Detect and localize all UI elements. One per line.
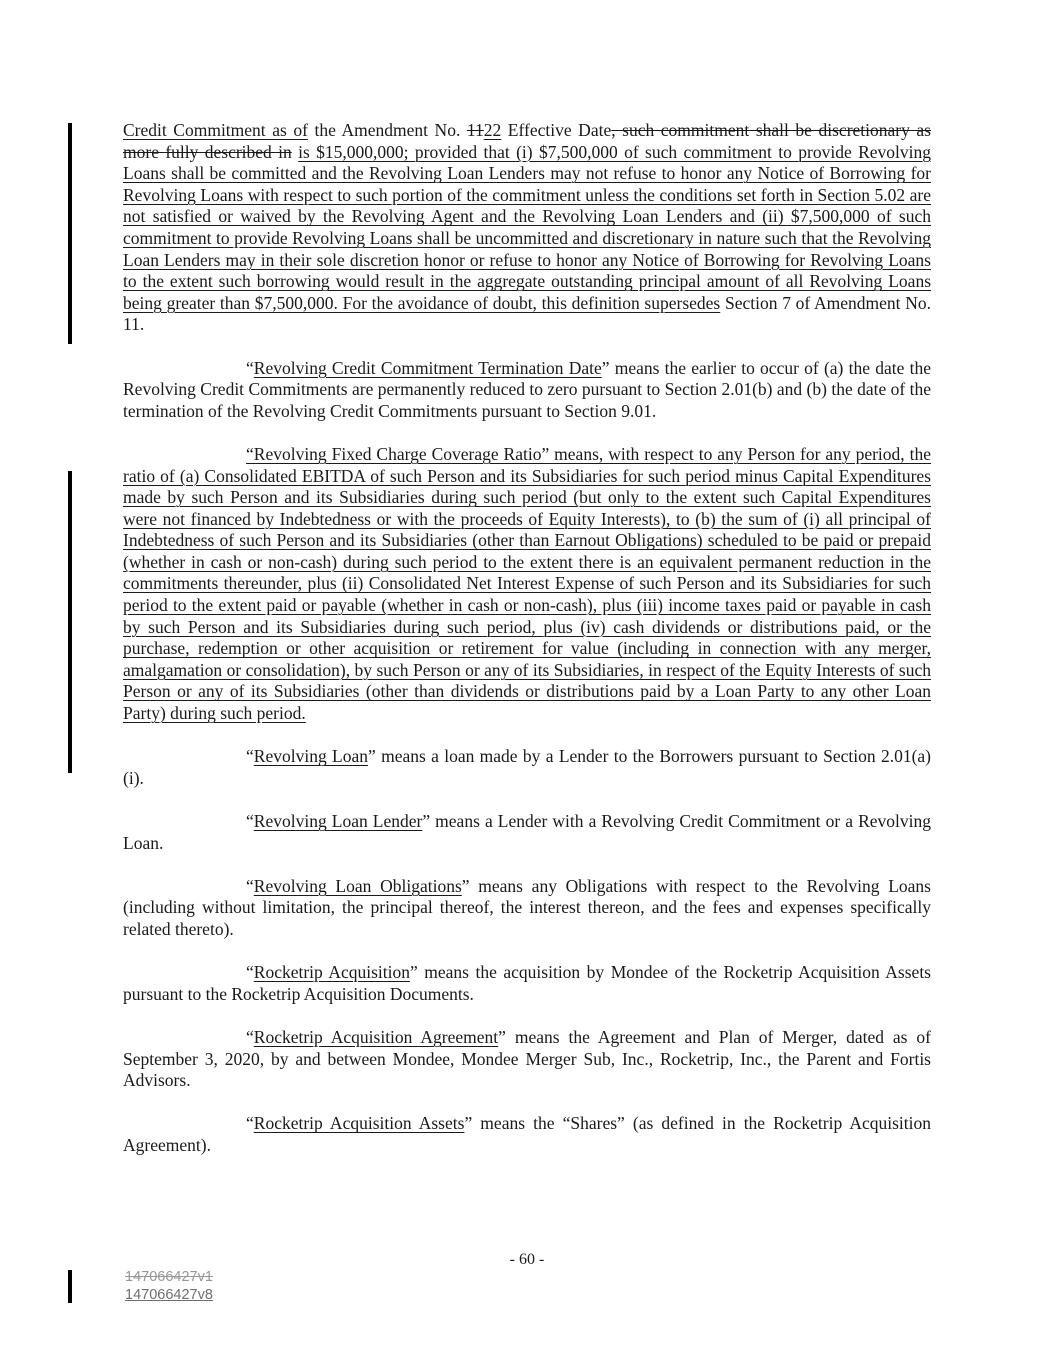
text-run-plain: the Amendment No.: [307, 120, 467, 140]
text-run-underline: “Revolving Fixed Charge Coverage Ratio” means, with respect to any Person for any period, the ratio of (a) Consolidated EBITDA of such Person and its Subsidiaries for such period minus Capital Expenditures made by such Person and its Subsidiaries during such period (but only to the extent such Capital Expenditures were not financed by Indebtedness or with the proceeds of Equity Interests), to (b) the sum of (i) all principal of Indebtedness of such Person and its Subsidiaries (other than Earnout Obligations) scheduled to be paid or prepaid (whether in cash or non-cash) during such period to the extent there is an equivalent permanent reduction in the commitments thereunder, plus (ii) Consolidated Net Interest Expense of such Person and its Subsidiaries for such period to the extent paid or payable (whether in cash or non-cash), plus (iii) income taxes paid or payable in cash by such Person and its Subsidiaries during such period, plus (iv) cash dividends or distributions paid, or the purchase, redemption or other acquisition or retirement for value (including in connection with any merger, amalgamation or consolidation), by such Person or any of its Subsidiaries, in respect of the Equity Interests of such Person or any of its Subsidiaries (other than dividends or distributions paid by a Loan Party to any other Loan Party) during such period.: [123, 443, 931, 724]
text-run-underline: Revolving Loan Obligations: [253, 875, 462, 896]
text-run-plain: ” means the Agreement and Plan of Merger, dated as of September 3, 2020, by and between Mondee, Mondee Merger Sub, Inc., Rocketrip, Inc., the Parent and Fortis Advisors.: [123, 1026, 931, 1091]
paragraph-revolving-fixed-charge-coverage-ratio: [123, 444, 931, 725]
version-stamp-new: 147066427v8: [125, 1286, 213, 1303]
paragraph-revolving-credit-commitment: [123, 120, 931, 336]
text-run-plain: ” means any Obligations with respect to the Revolving Loans (including without limitation, the principal thereof, the interest thereon, and the fees and expenses specifically related thereto).: [123, 875, 931, 939]
text-run-strike: 11: [466, 120, 484, 140]
text-run-plain: ” means the earlier to occur of (a) the date the Revolving Credit Commitments are permanently reduced to zero pursuant to Section 2.01(b) and (b) the date of the termination of the Revolving Credit Commitments pursuant to Section 9.01.: [123, 357, 931, 421]
text-run-underline: Revolving Credit Commitment Termination Date: [253, 357, 602, 378]
text-run-plain: “: [246, 875, 254, 896]
paragraph-revolving-loan-obligations: [123, 876, 931, 941]
page-number: - 60 -: [509, 1251, 545, 1268]
text-run-underline: is $15,000,000; provided that (i) $7,500,000 of such commitment to provide Revolving Loans shall be committed and the Revolving Loan Lenders may not refuse to honor any Notice of Borrowing for Revolving Loans with respect to such portion of the commitment unless the conditions set forth in Section 5.02 are not satisfied or waived by the Revolving Agent and the Revolving Loan Lenders and (ii) $7,500,000 of such commitment to provide Revolving Loans shall be uncommitted and discretionary in nature such that the Revolving Loan Lenders may in their sole discretion honor or refuse to honor any Notice of Borrowing for Revolving Loans to the extent such borrowing would result in the aggregate outstanding principal amount of all Revolving Loans being greater than $7,500,000. For the avoidance of doubt, this definition supersedes: [123, 141, 931, 313]
revision-change-bar: [68, 471, 72, 773]
text-run-plain: Effective Date: [501, 120, 612, 140]
text-run-plain: “: [246, 746, 254, 767]
text-run-underline: Rocketrip Acquisition Agreement: [253, 1026, 499, 1047]
text-run-underline: Rocketrip Acquisition Assets: [253, 1113, 465, 1134]
document-version-block: [125, 1269, 213, 1304]
paragraph-revolving-credit-commitment-termination-date: [123, 358, 931, 423]
paragraph-rocketrip-acquisition: [123, 962, 931, 1005]
text-run-plain: “: [246, 811, 254, 831]
text-run-underline: Rocketrip Acquisition: [253, 962, 410, 983]
text-run-plain: ” means a Lender with a Revolving Credit Commitment or a Revolving Loan.: [123, 811, 931, 853]
version-stamp-old: 147066427v1: [125, 1269, 213, 1285]
paragraph-revolving-loan: [123, 746, 931, 789]
text-run-plain: “: [246, 357, 254, 378]
text-run-plain: Section 7 of Amendment No. 11.: [123, 292, 931, 335]
text-run-plain: ” means the “Shares” (as defined in the Rocketrip Acquisition Agreement).: [123, 1113, 931, 1155]
text-run-plain: “: [246, 1113, 254, 1134]
paragraph-rocketrip-acquisition-assets: [123, 1113, 931, 1156]
text-run-underline: Credit Commitment as of: [123, 120, 308, 140]
paragraph-revolving-loan-lender: [123, 811, 931, 854]
text-run-underline: 22: [483, 120, 502, 140]
text-run-plain: “: [246, 1026, 254, 1047]
text-run-underline: Revolving Loan: [253, 746, 368, 767]
revision-change-bar: [68, 1270, 72, 1303]
paragraph-rocketrip-acquisition-agreement: [123, 1027, 931, 1092]
text-run-underline: Revolving Loan Lender: [253, 811, 423, 831]
text-run-plain: “: [246, 962, 254, 983]
document-body: [123, 120, 931, 1178]
text-run-strike: , such commitment shall be discretionary as more fully described in: [123, 120, 931, 162]
text-run-plain: ” means a loan made by a Lender to the Borrowers pursuant to Section 2.01(a)(i).: [123, 746, 931, 788]
text-run-plain: ” means the acquisition by Mondee of the Rocketrip Acquisition Assets pursuant to the Rocketrip Acquisition Documents.: [123, 962, 931, 1004]
revision-change-bar: [68, 123, 72, 344]
